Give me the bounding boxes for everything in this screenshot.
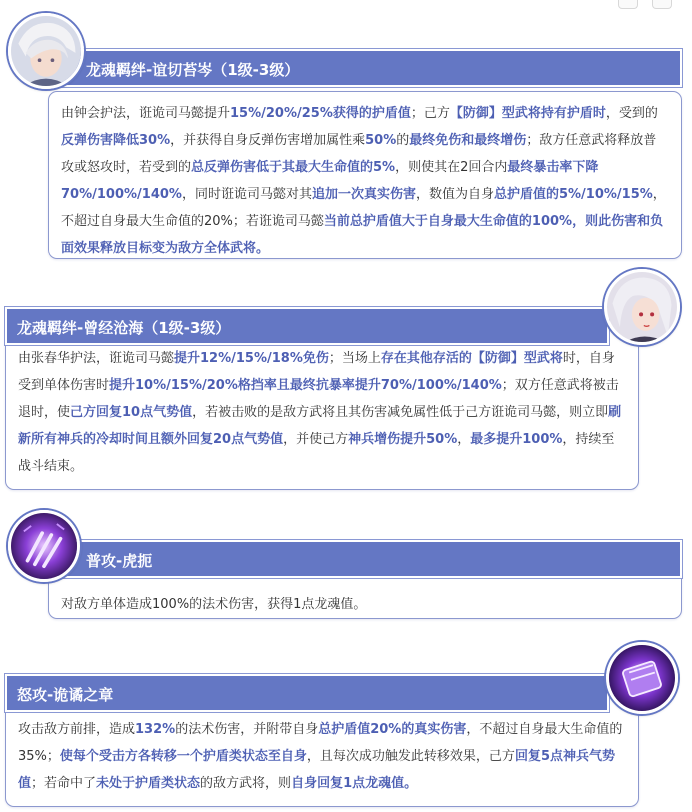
- section-description: [48, 91, 682, 259]
- description-text: 时，自身受到单体伤害时: [18, 351, 615, 393]
- tab-stub: [618, 0, 638, 9]
- description-text: ；敌方任意武将释放普攻或怒攻时，若受到的: [61, 133, 657, 175]
- highlighted-text: 最多提升100%: [470, 432, 563, 447]
- description-text: ；当场上: [328, 351, 381, 366]
- description-text: ；己方: [410, 106, 450, 121]
- highlighted-text: 当前总护盾值大于自身最大生命值的100%，则此伤害和负面效果释放目标变为敌方全体武将。: [61, 214, 664, 256]
- section-header: [5, 307, 609, 345]
- highlighted-text: 反弹伤害降低30%: [61, 133, 171, 148]
- description-text: ，则使其在2回合内: [395, 160, 508, 175]
- description-text: ，数值为自身: [415, 187, 494, 202]
- highlighted-text: 回复5点神兵气势值: [18, 749, 615, 791]
- description-text: ，受到的: [605, 106, 658, 121]
- description-text: ；双方任意武将被击退时，使: [18, 378, 619, 420]
- highlighted-text: 使每个受击方各转移一个护盾类状态至自身: [59, 749, 307, 764]
- description-text: 对敌方单体造成100%的法术伤害，获得1点龙魂值。: [61, 597, 367, 612]
- highlighted-text: 自身回复1点龙魂值。: [291, 776, 418, 791]
- highlighted-text: 最终暴击率下降70%/100%/140%: [61, 160, 599, 202]
- highlighted-text: 总护盾值20%的真实伤害: [318, 722, 467, 737]
- description-text: ，持续至战斗结束。: [18, 432, 615, 474]
- description-text: ，并使己方: [283, 432, 349, 447]
- description-text: ，不超过自身最大生命值的35%；: [18, 722, 623, 764]
- description-text: 由张春华护法，诳诡司马懿: [18, 351, 175, 366]
- character-portrait-icon: [8, 13, 84, 89]
- description-text: ，同时诳诡司马懿对其: [181, 187, 312, 202]
- description-text: 的: [396, 133, 410, 148]
- section-title: 普攻-虎扼: [86, 552, 153, 570]
- highlighted-text: 132%: [135, 722, 176, 737]
- highlighted-text: 【防御】型武将持有护盾时: [449, 106, 606, 121]
- description-text: 的敌方武将，则: [200, 776, 292, 791]
- description-text: 攻击敌方前排，造成: [18, 722, 136, 737]
- skill-claw-icon: [8, 510, 80, 582]
- highlighted-text: 神兵增伤提升50%: [348, 432, 458, 447]
- skill-scroll-icon: [606, 642, 678, 714]
- highlighted-text: 存在其他存活的【防御】型武将: [380, 351, 563, 366]
- character-portrait-icon: [604, 269, 680, 345]
- description-text: ，且每次成功触发此转移效果，己方: [306, 749, 515, 764]
- highlighted-text: 未处于护盾类状态: [96, 776, 201, 791]
- section-header: [5, 674, 609, 712]
- description-text: ，: [457, 432, 471, 447]
- section-title: 龙魂羁绊-曾经沧海（1级-3级）: [17, 319, 231, 337]
- description-text: ，不超过自身最大生命值的20%；若诳诡司马懿: [61, 187, 666, 229]
- section-header: [40, 49, 682, 87]
- description-text: ，并获得自身反弹伤害增加属性乘: [170, 133, 366, 148]
- section-title: 怒攻-诡谲之章: [17, 686, 114, 704]
- highlighted-text: 最终免伤和最终增伤: [409, 133, 527, 148]
- description-text: ，若被击败的是敌方武将且其伤害减免属性低于己方诳诡司马懿，则立即: [192, 405, 609, 420]
- tab-stub: [652, 0, 672, 9]
- highlighted-text: 提升12%/15%/18%免伤: [174, 351, 329, 366]
- highlighted-text: 总反弹伤害低于其最大生命值的5%: [191, 160, 396, 175]
- highlighted-text: 提升10%/15%/20%格挡率且最终抗暴率提升70%/100%/140%: [109, 378, 502, 393]
- highlighted-text: 追加一次真实伤害: [311, 187, 416, 202]
- description-text: ；若命中了: [31, 776, 97, 791]
- section-title: 龙魂羁绊-谊切苔岑（1级-3级）: [86, 61, 300, 79]
- highlighted-text: 50%: [365, 133, 397, 148]
- highlighted-text: 己方回复10点气势值: [70, 405, 193, 420]
- section-header: [40, 540, 682, 578]
- highlighted-text: 刷新所有神兵的冷却时间且额外回复20点气势值: [18, 405, 622, 447]
- description-text: 的法术伤害，并附带自身: [175, 722, 319, 737]
- highlighted-text: 总护盾值的5%/10%/15%: [493, 187, 653, 202]
- highlighted-text: 15%/20%/25%获得的护盾值: [230, 106, 411, 121]
- description-text: 由钟会护法，诳诡司马懿提升: [61, 106, 231, 121]
- top-decoration: [618, 0, 672, 9]
